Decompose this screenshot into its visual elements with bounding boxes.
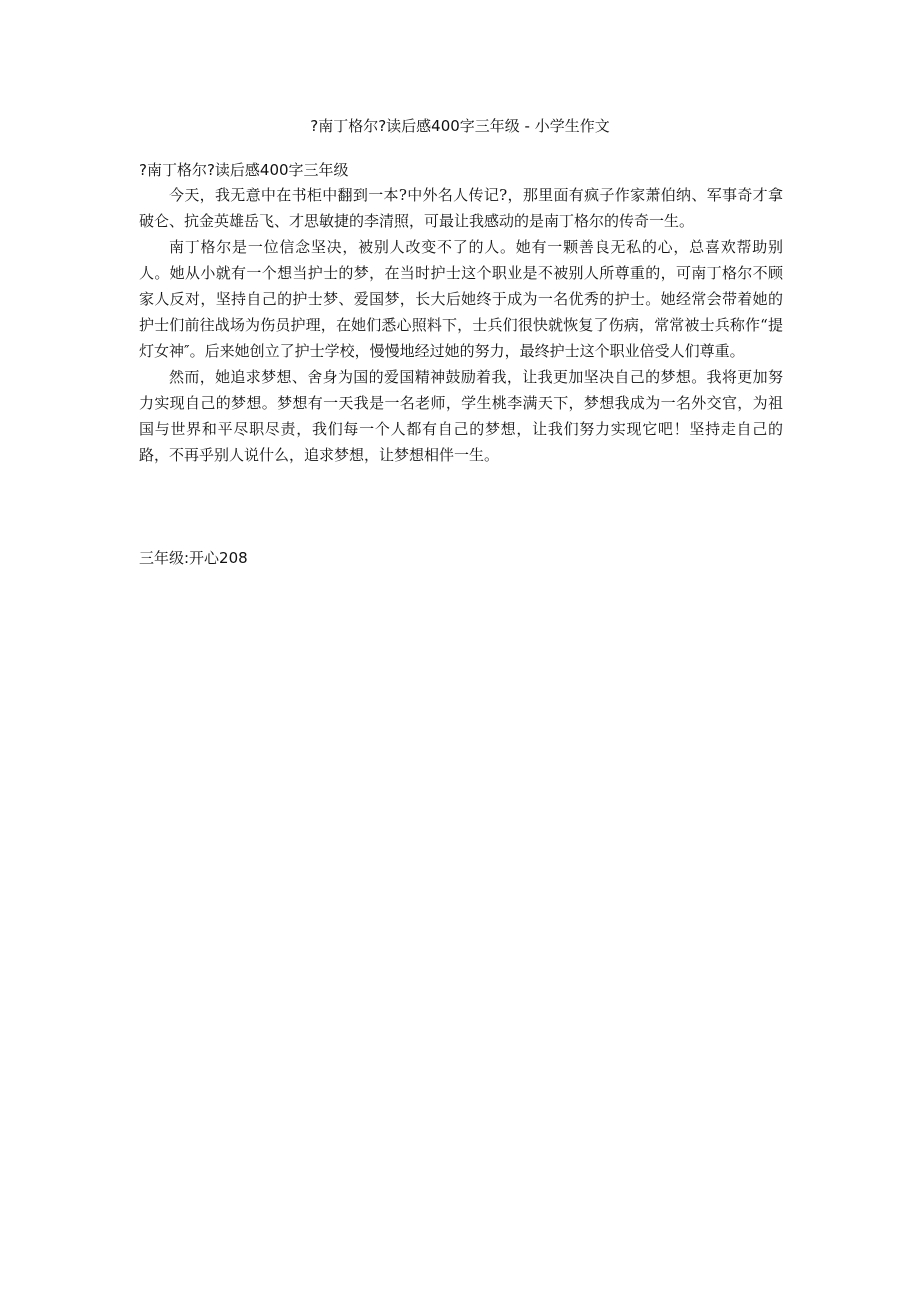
paragraph-2: 南丁格尔是一位信念坚决，被别人改变不了的人。她有一颗善良无私的心，总喜欢帮助别人。她从小就有一个想当护士的梦，在当时护士这个职业是不被别人所尊重的，可南丁格尔不顾家人反对，坚持自己的护士梦、爱国梦，长大后她终于成为一名优秀的护士。她经常会带着她的护士们前往战场为伤员护理，在她们悉心照料下，士兵们很快就恢复了伤病，常常被士兵称作“提灯女神″。后来她创立了护士学校，慢慢地经过她的努力，最终护士这个职业倍受人们尊重。 — [139, 238, 783, 360]
article-body — [139, 158, 783, 468]
article-subtitle: ?南丁格尔?读后感400字三年级 — [139, 161, 349, 179]
author-note: 三年级:开心208 — [139, 549, 248, 567]
paragraph-3: 然而，她追求梦想、舍身为国的爱国精神鼓励着我，让我更加坚决自己的梦想。我将更加努力实现自己的梦想。梦想有一天我是一名老师，学生桃李满天下，梦想我成为一名外交官，为祖国与世界和平尽职尽责，我们每一个人都有自己的梦想，让我们努力实现它吧！坚持走自己的路，不再乎别人说什么，追求梦想，让梦想相伴一生。 — [139, 368, 783, 464]
document-title: ?南丁格尔?读后感400字三年级 - 小学生作文 — [310, 117, 610, 135]
paragraph-1: 今天，我无意中在书柜中翻到一本?中外名人传记?，那里面有疯子作家萧伯纳、军事奇才拿破仑、抗金英雄岳飞、才思敏捷的李清照，可最让我感动的是南丁格尔的传奇一生。 — [139, 186, 783, 230]
